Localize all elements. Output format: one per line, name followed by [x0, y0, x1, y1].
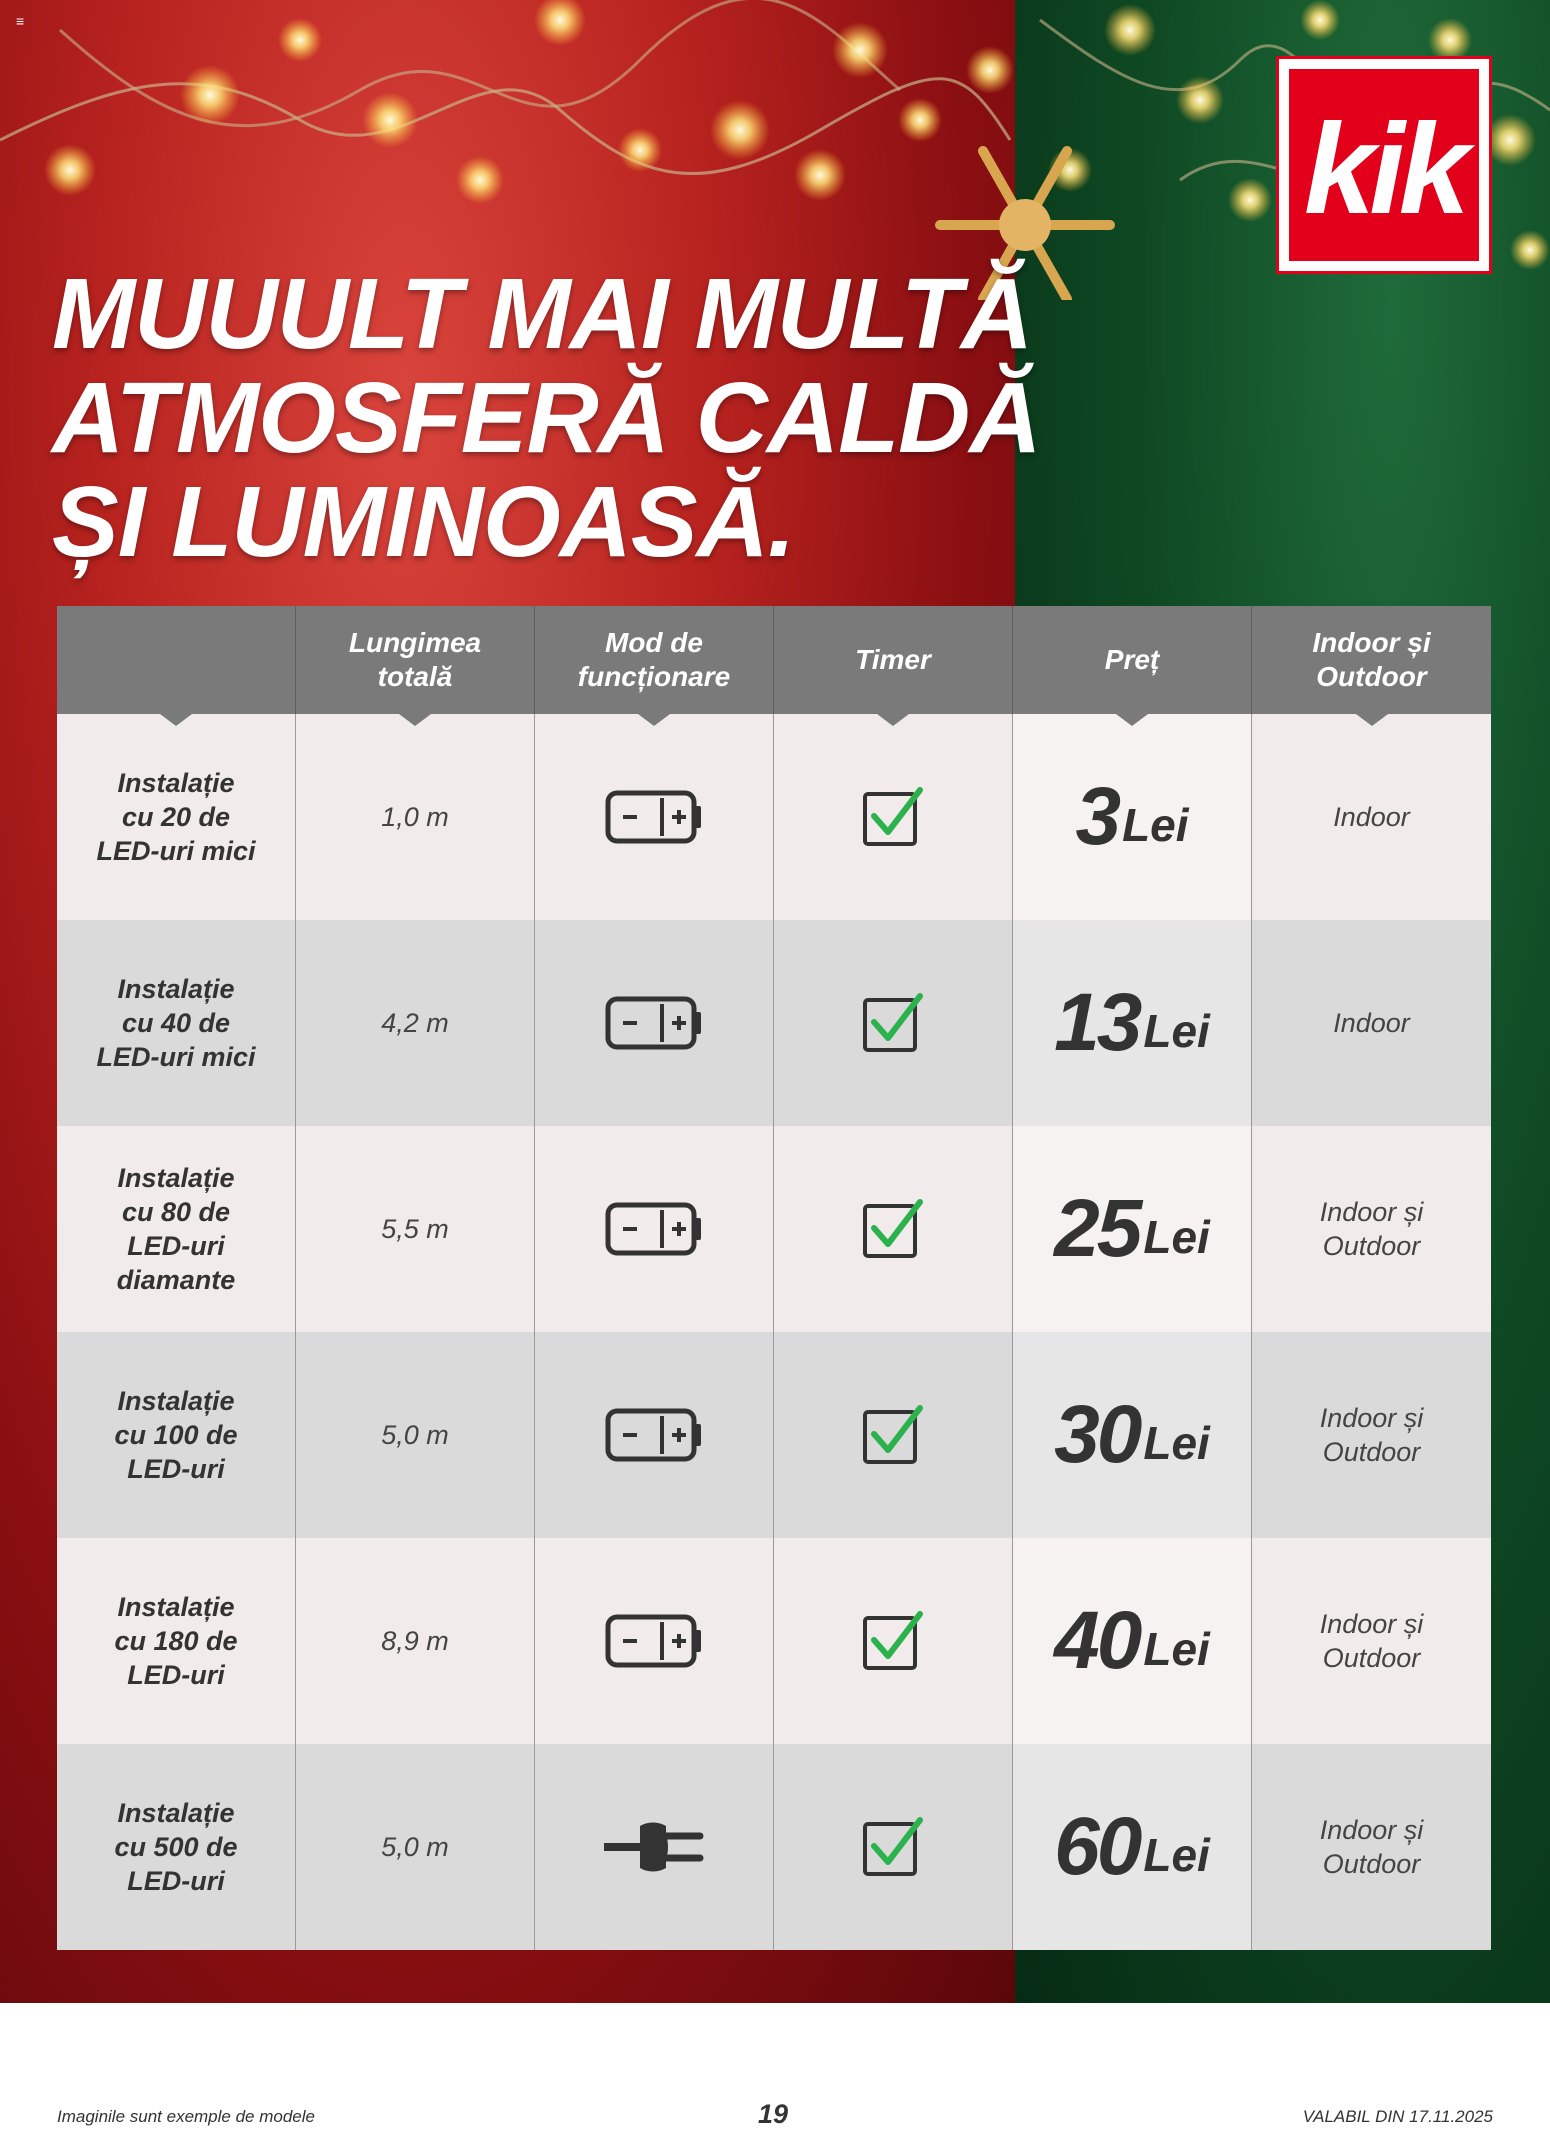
location-cell	[1252, 1126, 1491, 1332]
product-name-cell	[57, 1538, 296, 1744]
price-currency: Lei	[1122, 799, 1189, 851]
headline-line-2: ATMOSFERĂ CALDĂ	[52, 362, 1041, 474]
product-name-cell	[57, 1332, 296, 1538]
check-icon	[862, 992, 924, 1054]
battery-icon	[605, 790, 703, 844]
mode-cell	[535, 920, 774, 1126]
table-row	[57, 920, 1491, 1126]
timer-cell	[774, 1538, 1013, 1744]
mode-cell	[535, 1126, 774, 1332]
check-icon	[862, 1198, 924, 1260]
product-name-line-3: LED-uri	[127, 1660, 225, 1690]
plug-icon	[604, 1820, 704, 1874]
price-currency: Lei	[1143, 1211, 1210, 1263]
footer-disclaimer: Imaginile sunt exemple de modele	[57, 2107, 315, 2126]
menu-icon[interactable]: ≡	[16, 13, 25, 29]
product-name-line-3: LED-uri mici	[96, 1042, 256, 1072]
header-cell-timer	[774, 606, 1013, 714]
timer-cell	[774, 714, 1013, 920]
header-cell-price	[1013, 606, 1252, 714]
location-cell	[1252, 1332, 1491, 1538]
header-cell-length	[296, 606, 535, 714]
price-currency: Lei	[1143, 1005, 1210, 1057]
product-name-line-2: cu 80 de	[121, 1197, 231, 1227]
kik-logo-red-square	[1289, 69, 1479, 261]
price-cell	[1013, 1744, 1252, 1950]
product-name-cell	[57, 920, 296, 1126]
timer-cell	[774, 1332, 1013, 1538]
check-icon	[862, 1610, 924, 1672]
length-cell	[296, 1744, 535, 1950]
location-cell	[1252, 714, 1491, 920]
table-header	[57, 606, 1491, 714]
location-line-2: Outdoor	[1322, 1643, 1421, 1673]
location-line-1: Indoor și	[1319, 1197, 1424, 1227]
location-line-2: Outdoor	[1322, 1849, 1421, 1879]
kik-logo-text: kik	[1304, 98, 1464, 241]
header-location-line-2: Outdoor	[1316, 661, 1427, 692]
length-cell	[296, 714, 535, 920]
table-body	[57, 714, 1491, 1950]
product-name-cell	[57, 1126, 296, 1332]
price-cell	[1013, 1332, 1252, 1538]
product-name-line-1: Instalație	[117, 1798, 235, 1828]
length-value: 4,2 m	[381, 1007, 449, 1038]
length-value: 1,0 m	[381, 801, 449, 832]
product-name-line-3: LED-uri	[127, 1454, 225, 1484]
table-row	[57, 1538, 1491, 1744]
product-name-line-1: Instalație	[117, 768, 235, 798]
length-value: 8,9 m	[381, 1625, 449, 1656]
mode-cell	[535, 1332, 774, 1538]
table-row	[57, 1744, 1491, 1950]
battery-icon	[605, 996, 703, 1050]
price-value: 13	[1054, 977, 1140, 1068]
product-name-cell	[57, 714, 296, 920]
location-line-2: Outdoor	[1322, 1437, 1421, 1467]
header-cell-location	[1252, 606, 1491, 714]
product-name-cell	[57, 1744, 296, 1950]
price-value: 3	[1075, 771, 1119, 862]
length-cell	[296, 1538, 535, 1744]
mode-cell	[535, 1538, 774, 1744]
table-row	[57, 714, 1491, 920]
price-currency: Lei	[1143, 1829, 1210, 1881]
product-name-line-2: cu 20 de	[121, 802, 231, 832]
header-cell-empty	[57, 606, 296, 714]
mode-cell	[535, 714, 774, 920]
header-length-line-1: Lungimea	[348, 627, 482, 658]
header-price-label: Preț	[1104, 644, 1160, 675]
length-value: 5,0 m	[381, 1831, 449, 1862]
timer-cell	[774, 1126, 1013, 1332]
length-cell	[296, 1126, 535, 1332]
table-row	[57, 1332, 1491, 1538]
price-value: 60	[1054, 1801, 1140, 1892]
price-currency: Lei	[1143, 1623, 1210, 1675]
comparison-table	[57, 606, 1491, 1950]
check-icon	[862, 1404, 924, 1466]
product-name-line-1: Instalație	[117, 1592, 235, 1622]
length-cell	[296, 1332, 535, 1538]
header-mode-line-2: funcționare	[577, 661, 731, 692]
timer-cell	[774, 1744, 1013, 1950]
length-value: 5,0 m	[381, 1419, 449, 1450]
location-line-1: Indoor	[1333, 802, 1410, 832]
product-name-line-3: LED-uri	[127, 1231, 225, 1261]
header-location-line-1: Indoor și	[1312, 627, 1431, 658]
check-icon	[862, 1816, 924, 1878]
headline-line-1: MUUULT MAI MULTĂ	[52, 258, 1033, 370]
price-cell	[1013, 920, 1252, 1126]
price-cell	[1013, 1126, 1252, 1332]
price-currency: Lei	[1143, 1417, 1210, 1469]
location-line-1: Indoor	[1333, 1008, 1410, 1038]
header-mode-line-1: Mod de	[605, 627, 703, 658]
location-cell	[1252, 1744, 1491, 1950]
product-name-line-2: cu 100 de	[114, 1420, 238, 1450]
mode-cell	[535, 1744, 774, 1950]
header-cell-mode	[535, 606, 774, 714]
headline	[52, 258, 1041, 578]
price-value: 40	[1054, 1595, 1140, 1686]
footer-page-number: 19	[758, 2099, 789, 2129]
price-cell	[1013, 1538, 1252, 1744]
product-name-line-1: Instalație	[117, 1386, 235, 1416]
table-row	[57, 1126, 1491, 1332]
price-value: 30	[1054, 1389, 1140, 1480]
check-icon	[862, 786, 924, 848]
location-line-1: Indoor și	[1319, 1815, 1424, 1845]
product-name-line-1: Instalație	[117, 1163, 235, 1193]
length-cell	[296, 920, 535, 1126]
product-name-line-2: cu 500 de	[114, 1832, 238, 1862]
product-name-line-3: LED-uri mici	[96, 836, 256, 866]
header-timer-label: Timer	[855, 644, 931, 675]
timer-cell	[774, 920, 1013, 1126]
headline-line-3: ȘI LUMINOASĂ.	[52, 466, 795, 578]
battery-icon	[605, 1614, 703, 1668]
footer-validity: VALABIL DIN 17.11.2025	[1302, 2107, 1493, 2126]
price-cell	[1013, 714, 1252, 920]
location-cell	[1252, 920, 1491, 1126]
header-length-line-2: totală	[377, 661, 453, 692]
battery-icon	[605, 1202, 703, 1256]
location-line-1: Indoor și	[1319, 1403, 1424, 1433]
product-name-line-4: diamante	[116, 1265, 236, 1295]
product-name-line-2: cu 40 de	[121, 1008, 231, 1038]
product-name-line-2: cu 180 de	[114, 1626, 238, 1656]
location-cell	[1252, 1538, 1491, 1744]
battery-icon	[605, 1408, 703, 1462]
length-value: 5,5 m	[381, 1213, 449, 1244]
location-line-1: Indoor și	[1319, 1609, 1424, 1639]
location-line-2: Outdoor	[1322, 1231, 1421, 1261]
price-value: 25	[1054, 1183, 1140, 1274]
product-name-line-3: LED-uri	[127, 1866, 225, 1896]
product-name-line-1: Instalație	[117, 974, 235, 1004]
kik-logo	[1276, 56, 1492, 274]
